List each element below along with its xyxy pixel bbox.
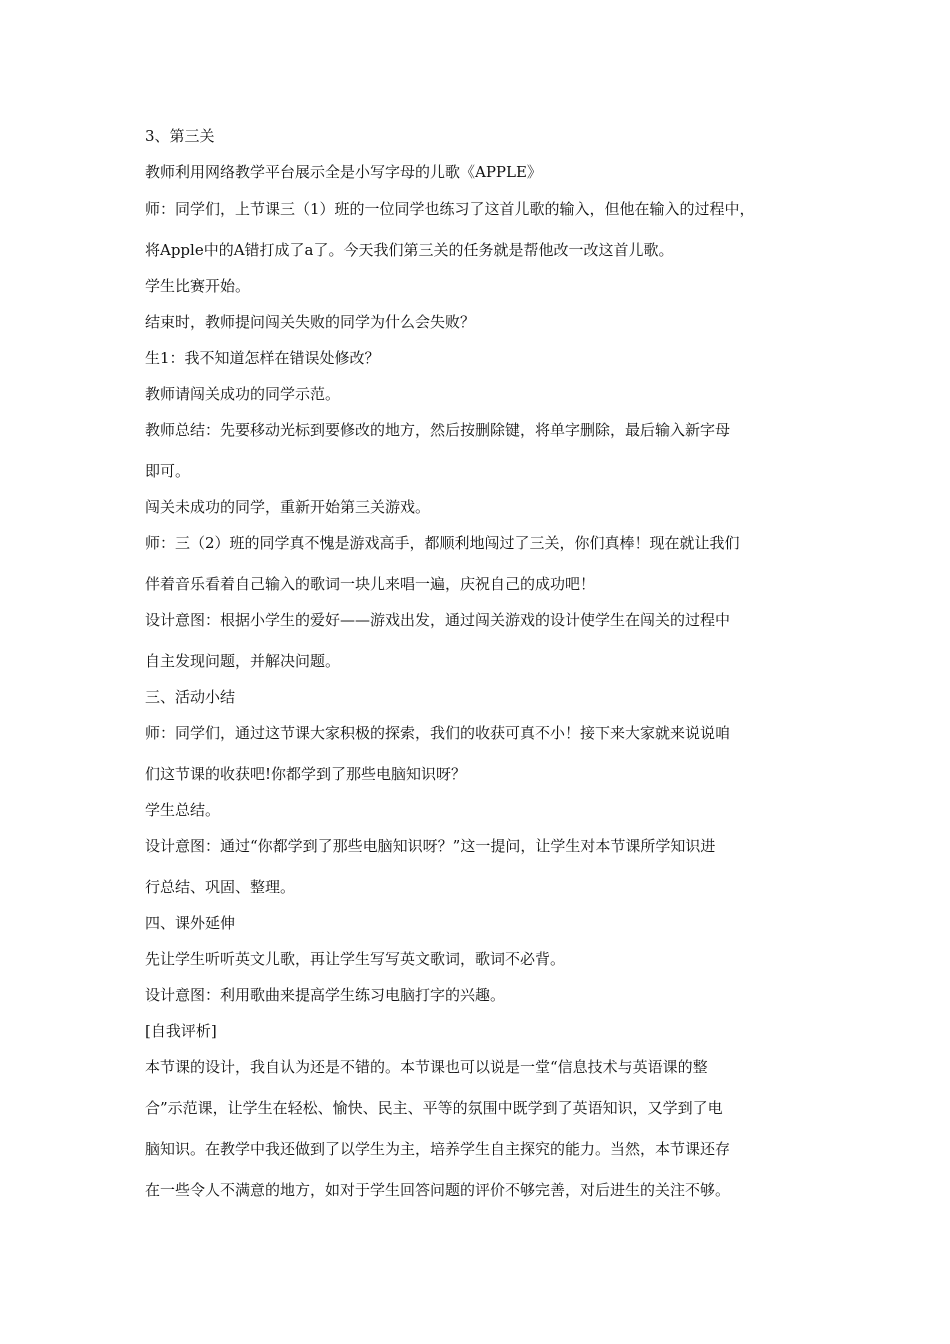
paragraph-line: 教师利用网络教学平台展示全是小写字母的儿歌《APPLE》 <box>145 163 542 181</box>
section-heading: 四、课外延伸 <box>145 914 236 932</box>
paragraph-line: 自主发现问题，并解决问题。 <box>145 652 341 670</box>
paragraph-line: 将Apple中的A错打成了a了。今天我们第三关的任务就是帮他改一改这首儿歌。 <box>145 241 674 259</box>
section-heading: 三、活动小结 <box>145 688 236 706</box>
paragraph-line: 行总结、巩固、整理。 <box>145 878 296 896</box>
paragraph-line: 教师总结：先要移动光标到要修改的地方，然后按删除键，将单字删除，最后输入新字母 <box>145 421 731 439</box>
paragraph-line: 闯关未成功的同学，重新开始第三关游戏。 <box>145 498 431 516</box>
paragraph-line: 设计意图：根据小学生的爱好——游戏出发，通过闯关游戏的设计使学生在闯关的过程中 <box>145 611 731 629</box>
paragraph-line: 学生比赛开始。 <box>145 277 251 295</box>
paragraph-line: 在一些令人不满意的地方，如对于学生回答问题的评价不够完善，对后进生的关注不够。 <box>145 1181 731 1199</box>
paragraph-line: 生1：我不知道怎样在错误处修改？ <box>145 349 380 367</box>
paragraph-line: 设计意图：利用歌曲来提高学生练习电脑打字的兴趣。 <box>145 986 506 1004</box>
paragraph-line: 学生总结。 <box>145 801 221 819</box>
paragraph-line: 先让学生听听英文儿歌，再让学生写写英文歌词，歌词不必背。 <box>145 950 566 968</box>
paragraph-line: 教师请闯关成功的同学示范。 <box>145 385 341 403</box>
section-heading: [自我评析] <box>145 1022 217 1040</box>
paragraph-line: 们这节课的收获吧!你都学到了那些电脑知识呀？ <box>145 765 467 783</box>
paragraph-line: 伴着音乐看着自己输入的歌词一块儿来唱一遍，庆祝自己的成功吧！ <box>145 575 596 593</box>
paragraph-line: 师：同学们，通过这节课大家积极的探索，我们的收获可真不小！接下来大家就来说说咱 <box>145 724 731 742</box>
paragraph-line: 师：三（2）班的同学真不愧是游戏高手，都顺利地闯过了三关，你们真棒！现在就让我们 <box>145 534 740 552</box>
heading-level-3: 3、第三关 <box>145 127 215 145</box>
paragraph-line: 师：同学们，上节课三（1）班的一位同学也练习了这首儿歌的输入，但他在输入的过程中， <box>145 200 755 218</box>
paragraph-line: 合”示范课，让学生在轻松、愉快、民主、平等的氛围中既学到了英语知识，又学到了电 <box>145 1099 723 1117</box>
paragraph-line: 结束时，教师提问闯关失败的同学为什么会失败？ <box>145 313 476 331</box>
paragraph-line: 设计意图：通过“你都学到了那些电脑知识呀？”这一提问，让学生对本节课所学知识进 <box>145 837 716 855</box>
paragraph-line: 本节课的设计，我自认为还是不错的。本节课也可以说是一堂“信息技术与英语课的整 <box>145 1058 708 1076</box>
paragraph-line: 脑知识。在教学中我还做到了以学生为主，培养学生自主探究的能力。当然，本节课还存 <box>145 1140 731 1158</box>
paragraph-line: 即可。 <box>145 462 191 480</box>
